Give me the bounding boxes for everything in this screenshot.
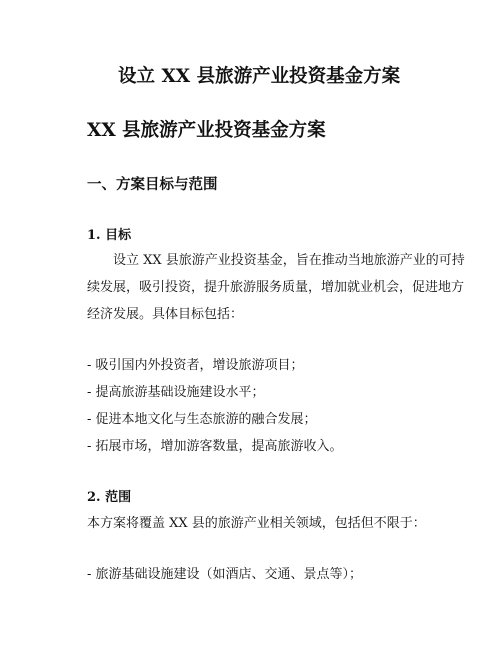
scope-bullet-item: - 旅游基础设施建设（如酒店、交通、景点等）； (87, 567, 363, 582)
goal-paragraph-line: 设立 XX 县旅游产业投资基金，旨在推动当地旅游产业的可持 (113, 253, 465, 268)
goal-heading: 1. 目标 (87, 228, 132, 243)
goal-bullet-item: - 提高旅游基础设施建设水平； (87, 385, 265, 400)
scope-paragraph: 本方案将覆盖 XX 县的旅游产业相关领域，包括但不限于： (87, 516, 426, 531)
goal-bullet-item: - 促进本地文化与生态旅游的融合发展； (87, 412, 317, 427)
section-heading: 一、方案目标与范围 (87, 177, 218, 193)
goal-bullet-item: - 拓展市场，增加游客数量，提高旅游收入。 (87, 439, 343, 454)
document-title: 设立 XX 县旅游产业投资基金方案 (118, 66, 401, 87)
plan-heading: XX 县旅游产业投资基金方案 (87, 120, 326, 141)
goal-paragraph-line: 经济发展。具体目标包括： (87, 307, 244, 322)
scope-heading: 2. 范围 (87, 490, 132, 505)
goal-bullet-item: - 吸引国内外投资者，增设旅游项目； (87, 358, 304, 373)
goal-paragraph-line: 续发展，吸引投资，提升旅游服务质量，增加就业机会，促进地方 (87, 280, 465, 295)
